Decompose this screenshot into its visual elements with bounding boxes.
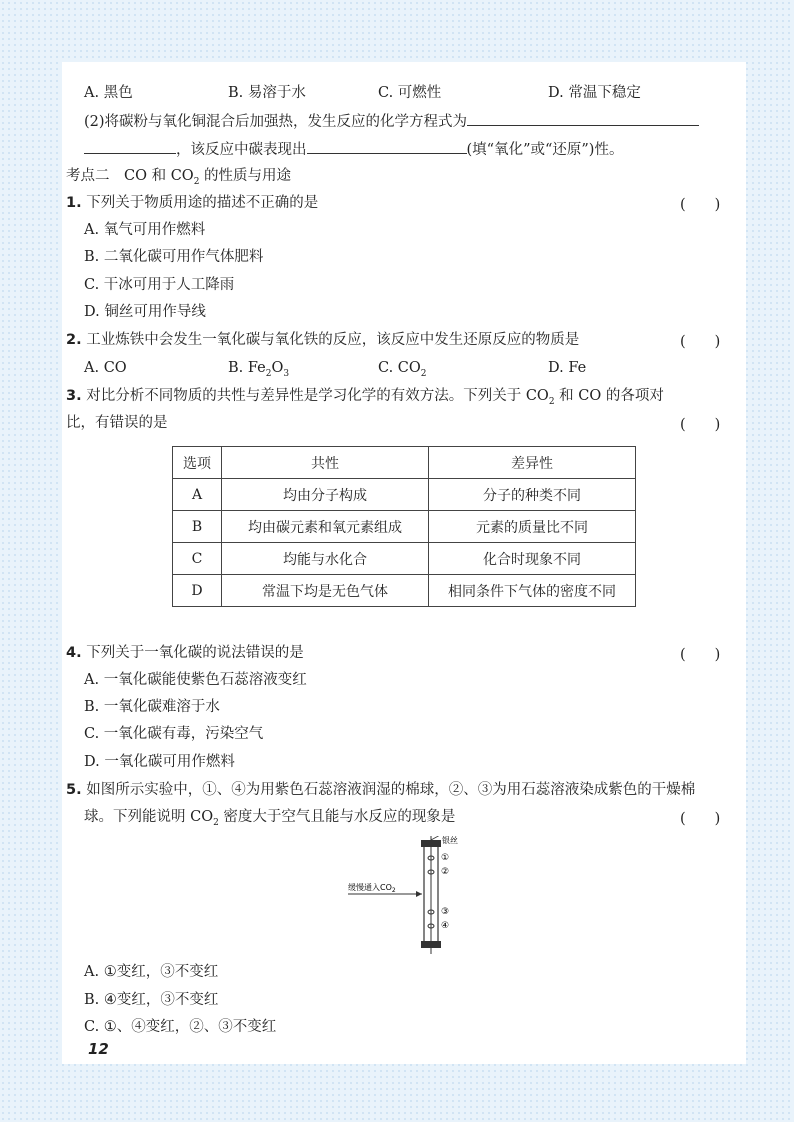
table-cell: 均能与水化合: [222, 543, 429, 575]
q4-answer-paren[interactable]: ( ): [680, 647, 721, 663]
q5-option-b[interactable]: B. ④变红，③不变红: [84, 992, 219, 1008]
mark-4: ④: [441, 921, 450, 931]
q2-option-b-text: B. Fe: [228, 360, 266, 376]
comparison-table: [172, 446, 636, 607]
q2-option-b-mid: O: [271, 360, 284, 376]
q3-answer-paren[interactable]: ( ): [680, 417, 721, 433]
q3-number: 3.: [66, 388, 82, 404]
q1-option-c[interactable]: C. 干冰可用于人工降雨: [84, 277, 235, 293]
table-cell: A: [173, 479, 222, 511]
q4-option-d[interactable]: D. 一氧化碳可用作燃料: [84, 754, 235, 770]
mark-3: ③: [441, 907, 450, 917]
table-row: [173, 575, 636, 607]
prev-q2-line1: [84, 111, 699, 132]
table-cell: D: [173, 575, 222, 607]
section-title-text: 考点二 CO 和 CO: [66, 168, 194, 184]
q3-stem-line2: 比，有错误的是: [66, 415, 168, 431]
q4-number: 4.: [66, 645, 82, 661]
table-header-cell: 选项: [173, 447, 222, 479]
prev-q2-text: (2)将碳粉与氧化铜混合后加强热，发生反应的化学方程式为: [84, 114, 468, 130]
q4-stem: [66, 643, 304, 663]
answer-blank-equation-cont[interactable]: [84, 139, 176, 154]
table-cell: 化合时现象不同: [429, 543, 636, 575]
prev-q2-text-b: ，该反应中碳表现出: [176, 142, 307, 158]
prev-option-a: A. 黑色: [84, 85, 133, 101]
section-title-end: 的性质与用途: [199, 168, 292, 184]
table-cell: B: [173, 511, 222, 543]
q3-stem-sub: 2: [548, 396, 555, 407]
q1-answer-paren[interactable]: ( ): [680, 197, 721, 213]
section-title: [66, 166, 291, 192]
q5-number: 5.: [66, 782, 82, 798]
table-header-cell: 共性: [222, 447, 429, 479]
table-row: [173, 479, 636, 511]
worksheet-page: [62, 62, 746, 1064]
prev-q2-text-c: (填“氧化”或“还原”)性。: [466, 142, 624, 158]
q1-stem: [66, 193, 318, 213]
prev-option-c: C. 可燃性: [378, 85, 442, 101]
wire-pointer: [431, 836, 442, 840]
table-cell: 均由碳元素和氧元素组成: [222, 511, 429, 543]
q3-stem-text-b: 和 CO 的各项对: [554, 388, 664, 404]
experiment-figure: [342, 836, 492, 954]
answer-blank-property[interactable]: [307, 139, 467, 154]
table-header-cell: 差异性: [429, 447, 636, 479]
mark-1: ①: [441, 853, 450, 863]
label-silver-wire: 银丝: [442, 836, 458, 845]
q1-option-a[interactable]: A. 氧气可用作燃料: [84, 222, 206, 238]
label-inlet: [348, 882, 396, 894]
q3-stem-text-a: 对比分析不同物质的共性与差异性是学习化学的有效方法。下列关于 CO: [86, 388, 549, 404]
q5-option-c[interactable]: C. ①、④变红，②、③不变红: [84, 1019, 277, 1035]
table-cell: 常温下均是无色气体: [222, 575, 429, 607]
q1-option-b[interactable]: B. 二氧化碳可用作气体肥料: [84, 249, 264, 265]
q2-option-a[interactable]: A. CO: [84, 360, 127, 376]
q4-option-c[interactable]: C. 一氧化碳有毒，污染空气: [84, 726, 264, 742]
table-row: [173, 543, 636, 575]
q1-stem-text: 下列关于物质用途的描述不正确的是: [86, 195, 319, 211]
mark-2: ②: [441, 867, 450, 877]
q5-stem-text: 如图所示实验中，①、④为用紫色石蕊溶液润湿的棉球，②、③为用石蕊溶液染成紫色的干燥棉: [86, 782, 696, 798]
prev-option-b: B. 易溶于水: [228, 85, 306, 101]
table-cell: 相同条件下气体的密度不同: [429, 575, 636, 607]
q5-option-a[interactable]: A. ①变红，③不变红: [84, 964, 219, 980]
q2-option-c-text: C. CO: [378, 360, 421, 376]
q1-number: 1.: [66, 195, 82, 211]
q5-stem: [66, 780, 695, 800]
inlet-arrow-icon: [416, 891, 422, 897]
q4-option-a[interactable]: A. 一氧化碳能使紫色石蕊溶液变红: [84, 672, 307, 688]
q2-option-b-sub2: 3: [283, 368, 290, 379]
page-number: 12: [88, 1040, 109, 1058]
q5-stem-text-a: 球。下列能说明 CO: [84, 809, 214, 825]
answer-blank-equation[interactable]: [467, 111, 699, 126]
prev-option-d: D. 常温下稳定: [548, 85, 641, 101]
label-inlet-sub: 2: [391, 887, 396, 894]
table-cell: 分子的种类不同: [429, 479, 636, 511]
q5-answer-paren[interactable]: ( ): [680, 811, 721, 827]
q2-answer-paren[interactable]: ( ): [680, 334, 721, 350]
q2-option-d[interactable]: D. Fe: [548, 360, 587, 376]
q4-stem-text: 下列关于一氧化碳的说法错误的是: [86, 645, 304, 661]
q2-option-b-sub1: 2: [265, 368, 272, 379]
table-cell: C: [173, 543, 222, 575]
q2-option-c-sub: 2: [420, 368, 427, 379]
q2-number: 2.: [66, 332, 82, 348]
label-inlet-text: 缓慢通入CO: [348, 883, 392, 892]
q5-stem-text-b: 密度大于空气且能与水反应的现象是: [218, 809, 456, 825]
q4-option-b[interactable]: B. 一氧化碳难溶于水: [84, 699, 220, 715]
q3-stem: [66, 386, 664, 412]
q2-stem: [66, 330, 579, 350]
q5-stem-sub: 2: [213, 817, 219, 828]
q2-option-c[interactable]: [378, 358, 427, 384]
section-title-sub: 2: [193, 176, 200, 187]
q2-option-b[interactable]: [228, 358, 289, 384]
q1-option-d[interactable]: D. 铜丝可用作导线: [84, 304, 206, 320]
q2-stem-text: 工业炼铁中会发生一氧化碳与氧化铁的反应，该反应中发生还原反应的物质是: [86, 332, 580, 348]
table-cell: 元素的质量比不同: [429, 511, 636, 543]
table-cell: 均由分子构成: [222, 479, 429, 511]
table-header-row: [173, 447, 636, 479]
q5-stem-line2: [84, 807, 455, 833]
prev-q2-line2: [84, 139, 623, 160]
table-row: [173, 511, 636, 543]
